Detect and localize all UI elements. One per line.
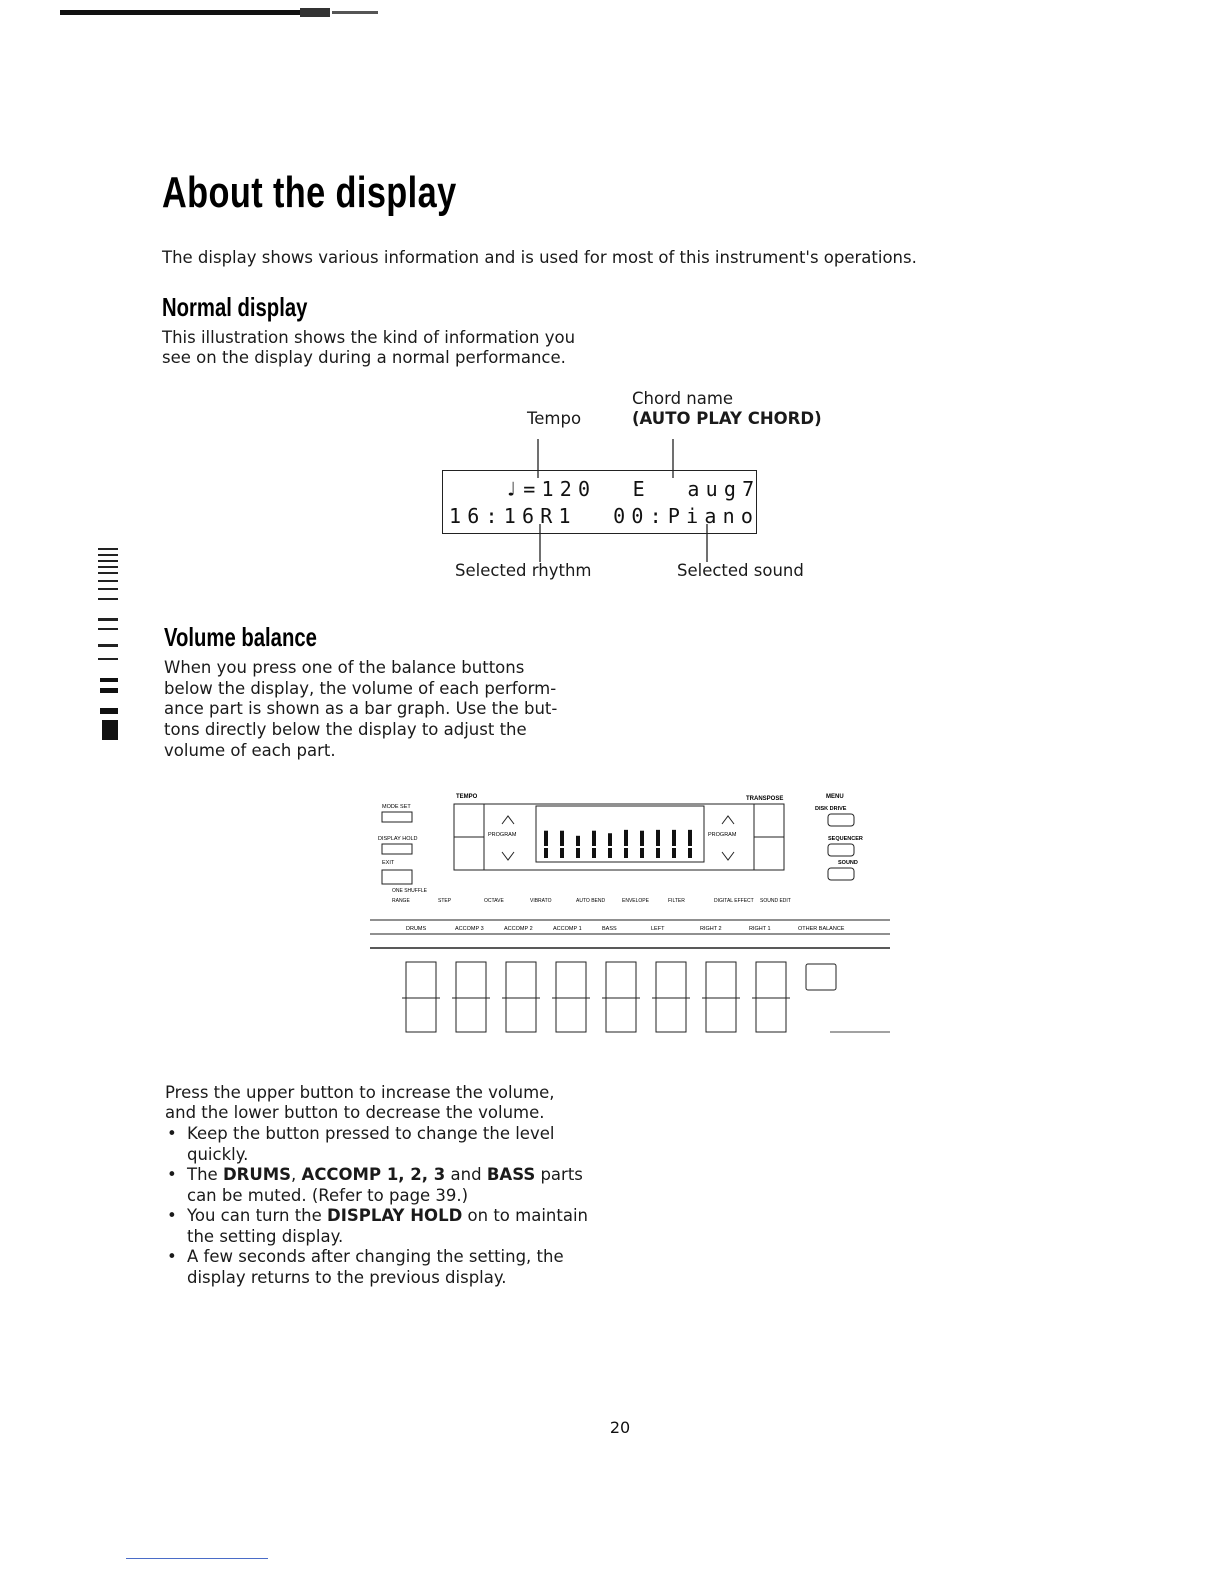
part-label: ACCOMP 1: [553, 926, 582, 932]
auto-play-chord-label: (AUTO PLAY CHORD): [632, 409, 822, 428]
panel-menu-label: MENU: [826, 794, 844, 800]
volume-bar-lower: [560, 848, 564, 858]
normal-display-heading: Normal display: [162, 292, 308, 322]
part-label: ACCOMP 3: [455, 926, 484, 932]
volume-bar-lower: [624, 848, 628, 858]
volume-bar-upper: [624, 830, 628, 846]
function-label: AUTO BEND: [576, 898, 606, 904]
part-label: ACCOMP 2: [504, 926, 533, 932]
volume-bar-upper: [640, 831, 644, 846]
instruction-bullets: [165, 1124, 595, 1288]
volume-bar-upper: [656, 830, 660, 846]
instruction-bullet: • The DRUMS, ACCOMP 1, 2, 3 and BASS parts can be muted. (Refer to page 39.): [165, 1165, 595, 1206]
volume-text-4: tons directly below the display to adjust the: [164, 720, 527, 739]
volume-bar-lower: [608, 848, 612, 858]
volume-balance-heading: Volume balance: [164, 622, 317, 652]
page-title: About the display: [162, 168, 457, 217]
lcd-row-2: 16:16R1 00:Piano: [449, 504, 760, 528]
balance-button-pair[interactable]: [402, 962, 440, 1032]
function-label: OCTAVE: [484, 898, 504, 904]
volume-text-5: volume of each part.: [164, 741, 336, 760]
panel-program-left: PROGRAM: [488, 832, 517, 838]
volume-bar-lower: [640, 848, 644, 858]
scan-side-marks: [96, 548, 122, 768]
part-label: RIGHT 1: [749, 926, 771, 932]
volume-bar-lower: [656, 848, 660, 858]
part-label: OTHER BALANCE: [798, 926, 845, 932]
balance-button-pair[interactable]: [652, 962, 690, 1032]
panel-mode-set-label: MODE SET: [382, 804, 411, 810]
balance-button-pair[interactable]: [552, 962, 590, 1032]
control-panel-illustration: [370, 788, 890, 1038]
volume-bar-lower: [672, 848, 676, 858]
instruction-line-1: Press the upper button to increase the volume,: [165, 1083, 555, 1102]
volume-bar-lower: [576, 848, 580, 858]
panel-sound-label: SOUND: [838, 860, 858, 866]
panel-transpose-label: TRANSPOSE: [746, 796, 784, 802]
volume-bar-upper: [688, 830, 692, 846]
function-label: DIGITAL EFFECT: [714, 898, 754, 904]
instruction-bullet: • Keep the button pressed to change the level quickly.: [165, 1124, 595, 1165]
intro-paragraph: The display shows various information and is used for most of this instrument's operations.: [162, 248, 917, 267]
function-label: FILTER: [668, 898, 685, 904]
function-label: STEP: [438, 898, 452, 904]
volume-bar-lower: [592, 848, 596, 858]
part-label: BASS: [602, 926, 617, 932]
normal-display-text-1: This illustration shows the kind of information you: [162, 328, 576, 347]
volume-bar-upper: [576, 836, 580, 846]
tempo-label: Tempo: [527, 409, 582, 428]
panel-sequencer-label: SEQUENCER: [828, 836, 863, 842]
panel-one-shuffle: ONE SHUFFLE: [392, 888, 428, 894]
panel-disk-drive-label: DISK DRIVE: [815, 806, 847, 812]
volume-text-2: below the display, the volume of each perform-: [164, 679, 557, 698]
bottom-rule: [126, 1558, 268, 1559]
panel-display-hold-label: DISPLAY HOLD: [378, 836, 418, 842]
volume-bar-upper: [544, 831, 548, 846]
volume-bar-upper: [608, 833, 612, 846]
scan-artifact-bar: [60, 8, 380, 17]
volume-bar-upper: [672, 830, 676, 846]
normal-display-text-2: see on the display during a normal performance.: [162, 348, 566, 367]
balance-button-pair[interactable]: [702, 962, 740, 1032]
function-label: RANGE: [392, 898, 410, 904]
lcd-row-1: ♩=120 E aug7: [505, 477, 761, 501]
instruction-bullet: • You can turn the DISPLAY HOLD on to maintain the setting display.: [165, 1206, 595, 1247]
part-label: LEFT: [651, 926, 665, 932]
function-label: ENVELOPE: [622, 898, 649, 904]
balance-button-pair[interactable]: [502, 962, 540, 1032]
selected-rhythm-label: Selected rhythm: [455, 561, 592, 580]
volume-bar-upper: [592, 831, 596, 846]
instruction-line-2: and the lower button to decrease the volume.: [165, 1103, 545, 1122]
function-label: SOUND EDIT: [760, 898, 791, 904]
balance-button-pair[interactable]: [602, 962, 640, 1032]
volume-text-1: When you press one of the balance buttons: [164, 658, 525, 677]
instruction-bullet: • A few seconds after changing the setting, the display returns to the previous display.: [165, 1247, 595, 1288]
part-label: RIGHT 2: [700, 926, 722, 932]
selected-sound-label: Selected sound: [677, 561, 804, 580]
volume-bar-lower: [688, 848, 692, 858]
balance-button-pair[interactable]: [752, 962, 790, 1032]
panel-program-right: PROGRAM: [708, 832, 737, 838]
part-label: DRUMS: [406, 926, 427, 932]
panel-exit-label: EXIT: [382, 860, 395, 866]
function-label: VIBRATO: [530, 898, 552, 904]
chord-name-label: Chord name: [632, 389, 734, 408]
panel-tempo-label: TEMPO: [456, 794, 478, 800]
volume-bar-lower: [544, 848, 548, 858]
volume-text-3: ance part is shown as a bar graph. Use the but-: [164, 699, 558, 718]
page-number: 20: [609, 1418, 631, 1437]
lcd-display: [442, 470, 761, 534]
balance-button-pair[interactable]: [452, 962, 490, 1032]
volume-bar-upper: [560, 831, 564, 846]
